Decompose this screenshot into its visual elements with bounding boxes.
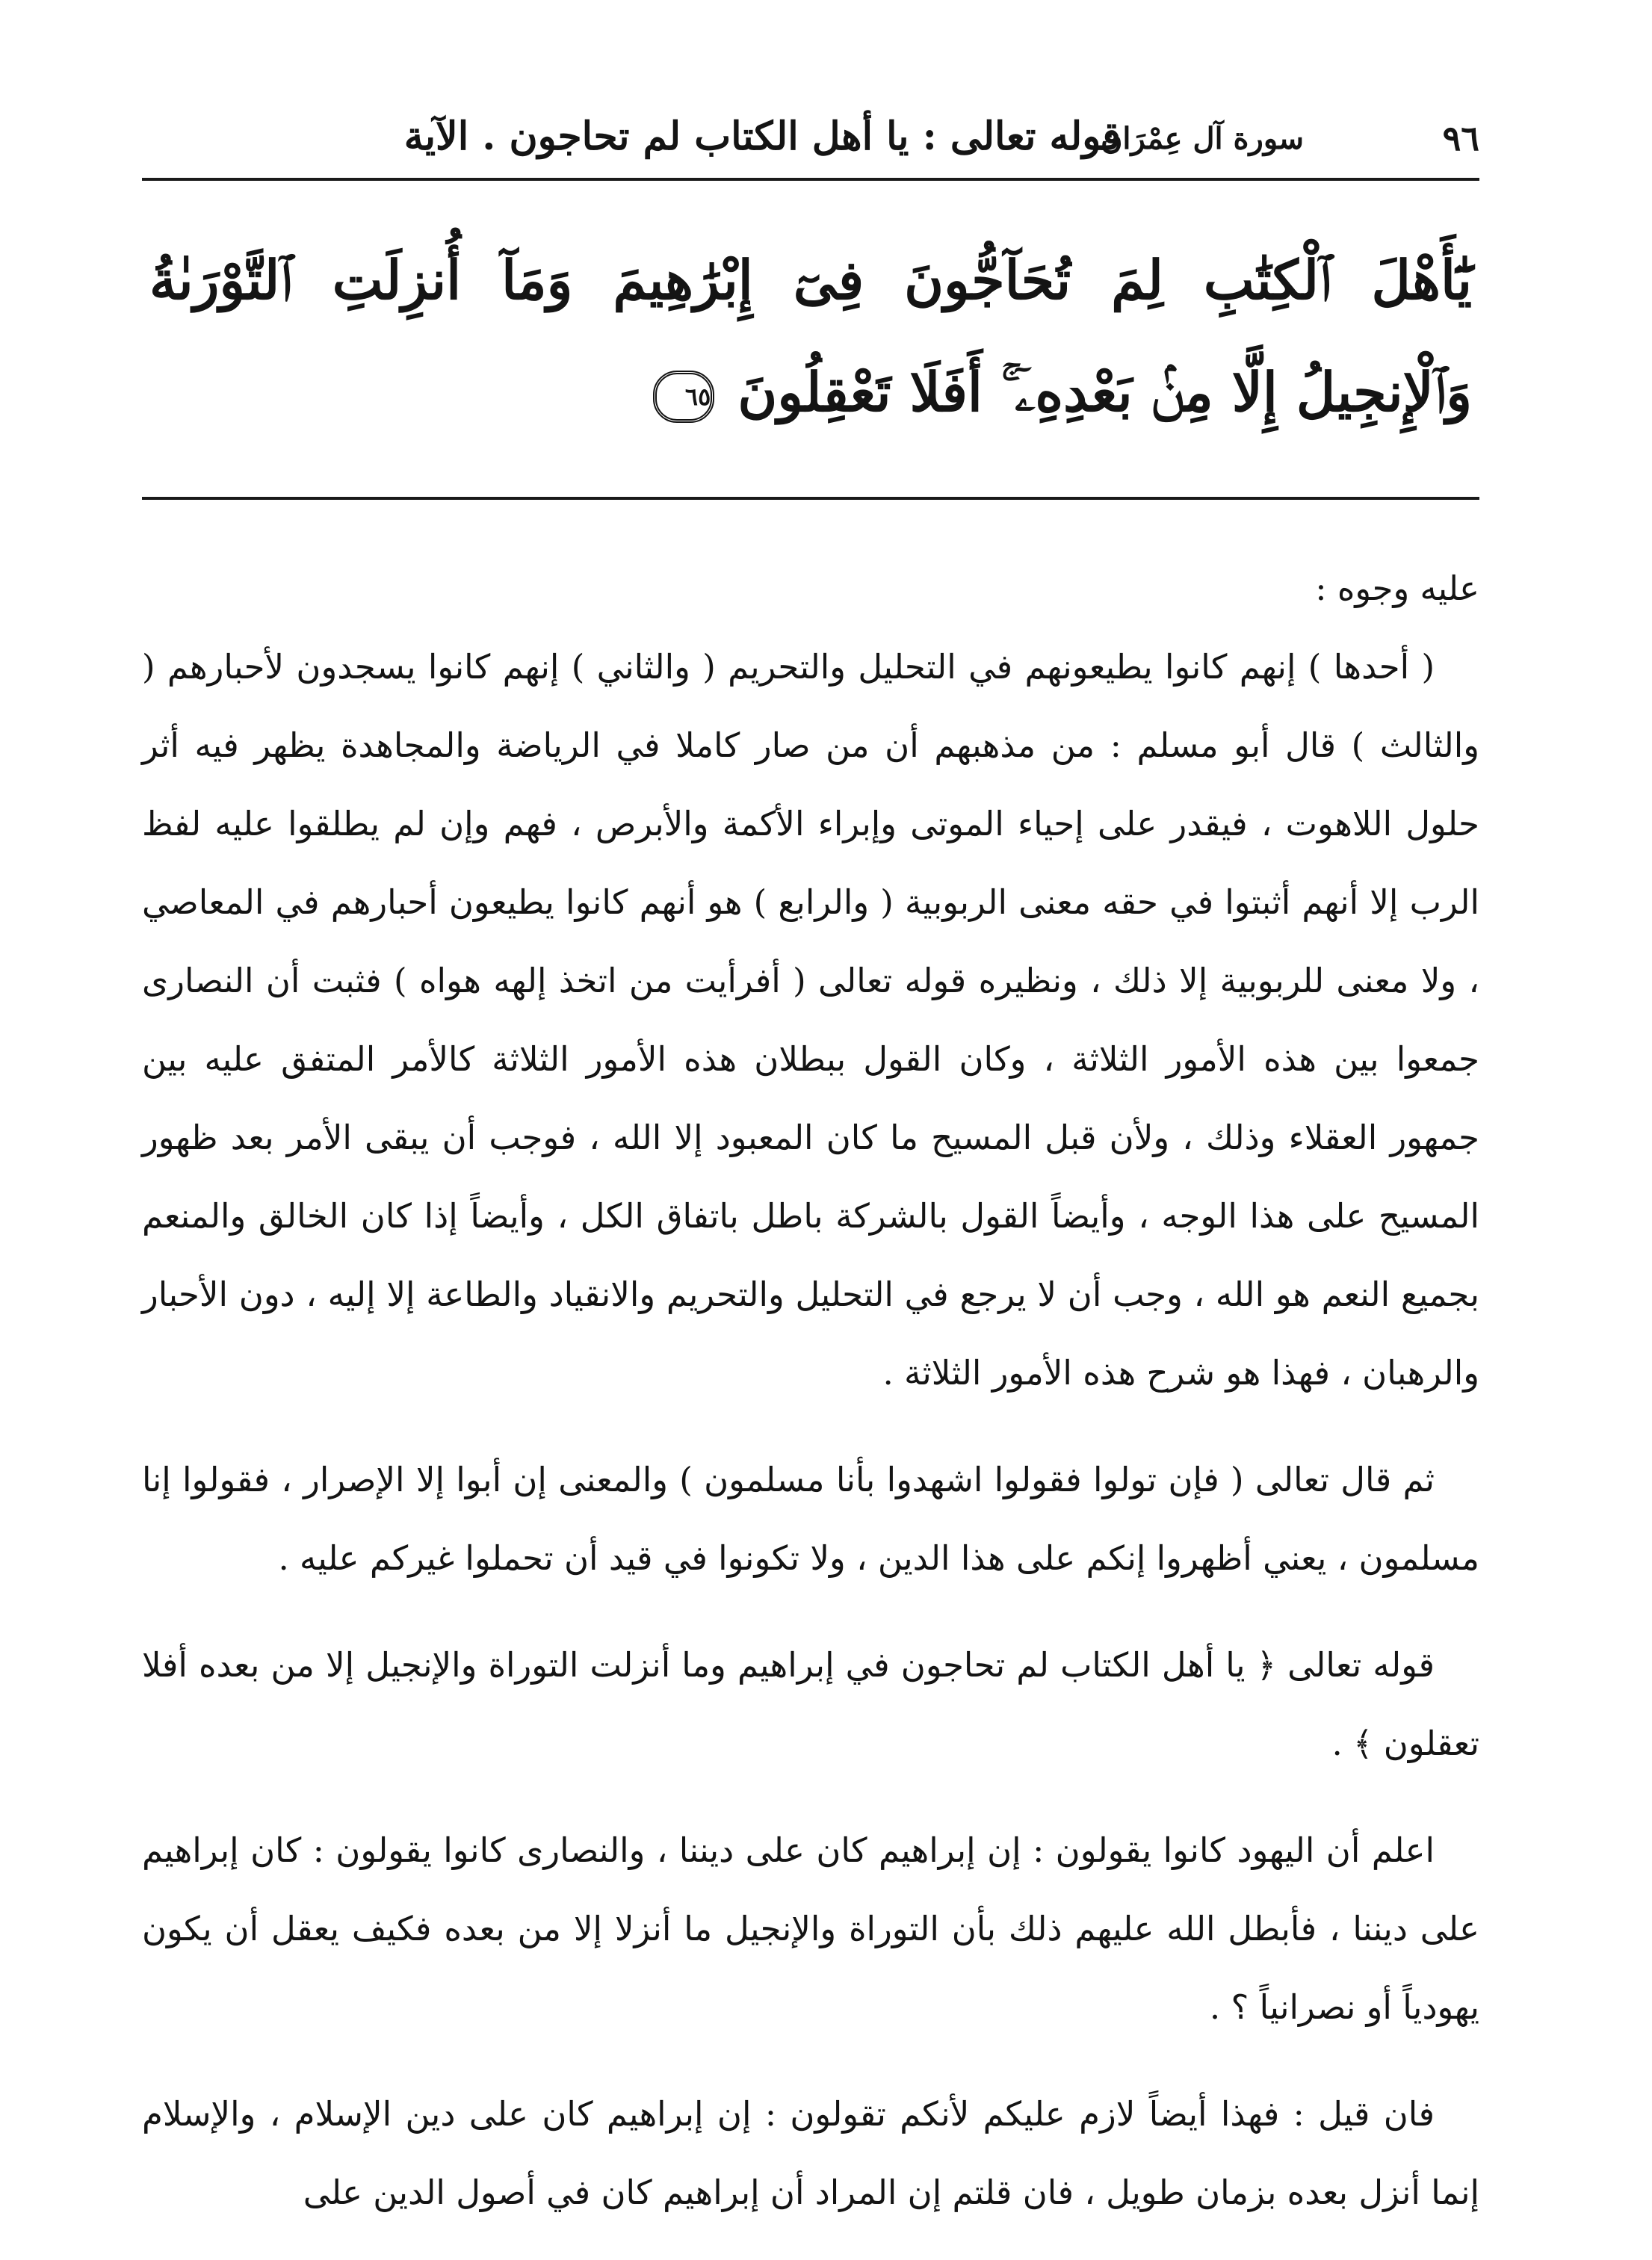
header-rule	[142, 178, 1479, 181]
paragraph: ثم قال تعالى ( فإن تولوا فقولوا اشهدوا بأنا مسلمون ) والمعنى إن أبوا إلا الإصرار ، فقولوا إنا مسلمون ، يعني أظهروا إنكم على هذا الدين ، ولا تكونوا في قيد أن تحملوا غيركم عليه .	[142, 1460, 1479, 1578]
paragraph: فان قيل : فهذا أيضاً لازم عليكم لأنكم تقولون : إن إبراهيم كان على دين الإسلام ، والإسلام إنما أنزل بعده بزمان طويل ، فان قلتم إن المراد أن إبراهيم كان في أصول الدين على	[142, 2094, 1479, 2212]
paragraph: عليه وجوه :	[1315, 569, 1479, 608]
page-number: ٩٦	[1442, 118, 1479, 158]
running-header	[142, 112, 1479, 172]
paragraph: قوله تعالى ﴿ يا أهل الكتاب لم تحاجون في إبراهيم وما أنزلت التوراة والإنجيل إلا من بعده أفلا تعقلون ﴾ .	[142, 1645, 1479, 1763]
commentary-text	[142, 549, 1479, 2260]
verse-text: يَٰٓأَهْلَ ٱلْكِتَٰبِ لِمَ تُحَآجُّونَ فِىٓ إِبْرَٰهِيمَ وَمَآ أُنزِلَتِ ٱلتَّوْرَىٰةُ وَٱلْإِنجِيلُ إِلَّا مِنۢ بَعْدِهِۦٓ ۚ أَفَلَا تَعْقِلُونَ	[149, 248, 1472, 424]
verse-rule	[142, 497, 1479, 500]
paragraph: اعلم أن اليهود كانوا يقولون : إن إبراهيم كان على ديننا ، والنصارى كانوا يقولون : كان إبراهيم على ديننا ، فأبطل الله عليهم ذلك بأن التوراة والإنجيل ما أنزلا إلا من بعده فكيف يعقل أن يكون يهودياً أو نصرانياً ؟ .	[142, 1830, 1479, 2027]
header-title: قوله تعالى : يا أهل الكتاب لم تحاجون . الآية	[403, 114, 1121, 159]
surah-name: سورة آل عِمْرَان	[1100, 121, 1304, 156]
ayah-number-marker: ٦٥	[653, 371, 714, 423]
quran-verse	[149, 224, 1472, 471]
paragraph: ( أحدها ) إنهم كانوا يطيعونهم في التحليل والتحريم ( والثاني ) إنهم كانوا يسجدون لأحبارهم ( والثالث ) قال أبو مسلم : من مذهبهم أن من صار كاملا في الرياضة والمجاهدة يظهر فيه أثر حلول اللاهوت ، فيقدر على إحياء الموتى وإبراء الأكمة والأبرص ، فهم وإن لم يطلقوا عليه لفظ الرب إلا أنهم أثبتوا في حقه معنى الربوبية ( والرابع ) هو أنهم كانوا يطيعون أحبارهم في المعاصي ، ولا معنى للربوبية إلا ذلك ، ونظيره قوله تعالى ( أفرأيت من اتخذ إلهه هواه ) فثبت أن النصارى جمعوا بين هذه الأمور الثلاثة ، وكان القول ببطلان هذه الأمور الثلاثة كالأمر المتفق عليه بين جمهور العقلاء وذلك ، ولأن قبل المسيح ما كان المعبود إلا الله ، فوجب أن يبقى الأمر بعد ظهور المسيح على هذا الوجه ، وأيضاً القول بالشركة باطل باتفاق الكل ، وأيضاً إذا كان الخالق والمنعم بجميع النعم هو الله ، وجب أن لا يرجع في التحليل والتحريم والانقياد والطاعة إلا إليه ، دون الأحبار والرهبان ، فهذا هو شرح هذه الأمور الثلاثة .	[142, 647, 1479, 1393]
